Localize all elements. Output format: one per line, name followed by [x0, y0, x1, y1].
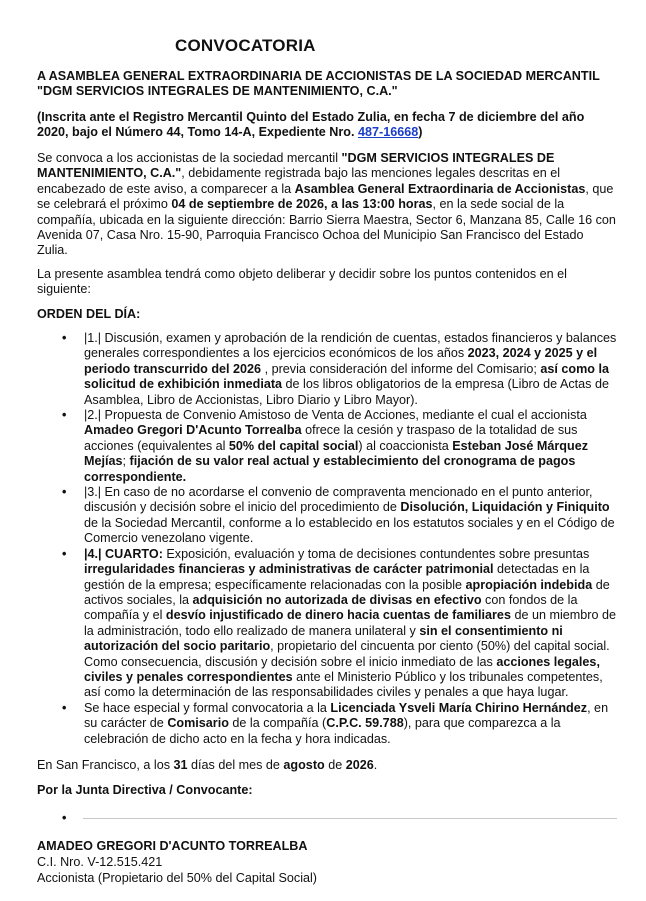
item-emphasis: 50% del capital social — [228, 438, 359, 453]
dateline-text: de — [324, 758, 346, 772]
agenda-list — [37, 331, 617, 747]
bullet: • — [62, 485, 67, 500]
item-number: |2.| — [84, 408, 102, 423]
intro-text: , que se celebrará el próximo — [37, 181, 614, 212]
bullet: • — [62, 408, 67, 423]
intro-text: , en la sede social de la compañía, ubicada en la siguiente dirección: Barrio Sierra Maestra, Sector 6, Manzana 85, Calle 16 con Avenida 07, Casa Nro. 15-90, Parroquia Francisco Ochoa del Municipio San Francisco del Estado Zulia. — [37, 197, 616, 258]
bullet: • — [62, 331, 67, 345]
dateline-month: agosto — [283, 758, 325, 772]
item-emphasis: irregularidades financieras y administrativas de carácter patrimonial — [84, 562, 494, 577]
bullet: • — [62, 700, 67, 715]
document-subtitle: A ASAMBLEA GENERAL EXTRAORDINARIA DE ACCIONISTAS DE LA SOCIEDAD MERCANTIL "DGM SERVICIOS INTEGRALES DE MANTENIMIENTO, C.A." — [37, 69, 600, 99]
item-emphasis: C.P.C. 59.788 — [326, 716, 404, 731]
signer-id: C.I. Nro. V-12.515.421 — [37, 855, 163, 869]
item-emphasis: fijación de su valor real actual y establecimiento del cronograma de pagos correspondiente. — [84, 454, 576, 484]
signature-bullet: • — [62, 811, 67, 825]
intro-text: Se convoca a los accionistas de la sociedad mercantil — [37, 151, 342, 165]
registry-text: (Inscrita ante el Registro Mercantil Quinto del Estado Zulia, en fecha 7 de diciembre del año 2020, bajo el Número 44, Tomo 14-A, Expediente Nro. — [37, 110, 585, 140]
item-text: Discusión, examen y aprobación de la rendición de cuentas, estados financieros y balances generales correspondientes a los ejercicios económicos de los años — [84, 331, 617, 361]
board-line: Por la Junta Directiva / Convocante: — [37, 783, 253, 797]
item-text: detectadas en la gestión de la empresa; específicamente relacionadas con la posible — [84, 562, 590, 592]
item-text: ) al coaccionista — [358, 438, 453, 453]
item-text: de activos sociales, la — [84, 577, 610, 607]
item-emphasis: Disolución, Liquidación y Finiquito — [400, 500, 610, 515]
item-emphasis: desvío injustificado de dinero hacia cuentas de familiares — [165, 608, 511, 623]
agenda-item-1 — [37, 331, 617, 408]
item-emphasis: Esteban José Márquez Mejías — [84, 438, 588, 469]
document-title: CONVOCATORIA — [175, 36, 316, 55]
agenda-item-3 — [37, 485, 617, 547]
item-text: ; — [122, 454, 130, 469]
signature-line — [83, 818, 617, 819]
dateline-day: 31 — [173, 758, 188, 772]
item-emphasis: sin el consentimiento ni autorización del socio paritario — [84, 623, 563, 654]
item-emphasis: Amadeo Gregori D'Acunto Torrealba — [84, 423, 302, 438]
item-text: En caso de no acordarse el convenio de compraventa mencionado en el punto anterior, discusión y decisión sobre el inicio del procedimiento de — [84, 485, 593, 515]
dateline-text: . — [373, 758, 378, 772]
registry-note — [37, 110, 617, 141]
item-text: ), para que comparezca a la celebración de dicho acto en la fecha y hora indicadas. — [84, 716, 561, 746]
dateline-text: En San Francisco, a los — [37, 758, 174, 772]
bullet: • — [62, 546, 67, 561]
item-emphasis: Licenciada Ysveli María Chirino Hernández — [330, 700, 588, 715]
signer-role: Accionista (Propietario del 50% del Capital Social) — [37, 871, 318, 885]
item-text: de la Sociedad Mercantil, conforme a lo establecido en los estatutos sociales y en el Código de Comercio venezolano vigente. — [84, 515, 615, 546]
registry-close: ) — [418, 125, 423, 140]
item-text: , propietario del cincuenta por ciento (50%) del capital social. Como consecuencia, discusión y decisión sobre el inicio inmediato de las — [84, 639, 610, 669]
item-emphasis: así como la solicitud de exhibición inmediata — [84, 361, 609, 392]
agenda-item-4 — [37, 547, 617, 701]
item-text: , en su carácter de — [84, 700, 609, 731]
item-text: ante el Ministerio Público y los tribunales competentes, así como la determinación de las responsabilidades civiles y penales a que haya lugar. — [84, 669, 603, 700]
item-text: de un miembro de la administración, todo ello realizado de manera unilateral y — [84, 608, 616, 638]
company-name: "DGM SERVICIOS INTEGRALES DE MANTENIMIENTO, C.A." — [37, 151, 555, 181]
item-text: de la compañía ( — [228, 716, 327, 731]
item-text: Se hace especial y formal convocatoria a la — [84, 700, 331, 715]
intro-paragraph — [37, 151, 617, 259]
item-text: con fondos de la compañía y el — [84, 592, 578, 623]
purpose-paragraph: La presente asamblea tendrá como objeto deliberar y decidir sobre los puntos contenidos en el siguiente: — [37, 267, 567, 297]
dateline-text: días del mes de — [187, 758, 284, 772]
dateline-year: 2026 — [345, 758, 374, 772]
signer-name: AMADEO GREGORI D'ACUNTO TORREALBA — [37, 839, 308, 853]
assembly-name: Asamblea General Extraordinaria de Accionistas — [294, 181, 586, 196]
dateline — [37, 758, 617, 773]
expediente-link[interactable]: 487-16668 — [358, 125, 419, 140]
item-text: de los libros obligatorios de la empresa (Libro de Actas de Asamblea, Libro de Accionistas, Libro Diario y Libro Mayor). — [84, 377, 609, 407]
item-emphasis: acciones legales, civiles y penales correspondientes — [84, 654, 600, 684]
item-number: |3.| — [84, 485, 102, 500]
item-emphasis: Comisario — [167, 716, 229, 731]
item-number: |4.| CUARTO: — [84, 546, 163, 561]
intro-text: , debidamente registrada bajo las menciones legales descritas en el encabezado de este aviso, a comparecer a la — [37, 166, 561, 196]
item-text: Exposición, evaluación y toma de decisiones contundentes sobre presuntas — [162, 546, 590, 561]
agenda-item-2 — [37, 408, 617, 485]
item-text: Propuesta de Convenio Amistoso de Venta de Acciones, mediante el cual el accionista — [101, 408, 587, 423]
item-text: ofrece la cesión y traspaso de la totalidad de sus acciones (equivalentes al — [84, 423, 578, 453]
item-emphasis: apropiación indebida — [465, 577, 593, 592]
item-number: |1.| — [84, 331, 102, 345]
item-emphasis: adquisición no autorizada de divisas en efectivo — [192, 592, 482, 607]
item-text: , previa consideración del informe del Comisario; — [261, 361, 541, 376]
agenda-item-5 — [37, 701, 617, 747]
item-emphasis: 2023, 2024 y 2025 y el periodo transcurrido del 2026 — [84, 346, 598, 376]
assembly-datetime: 04 de septiembre de 2026, a las 13:00 horas — [171, 197, 433, 212]
agenda-heading: ORDEN DEL DÍA: — [37, 307, 141, 321]
